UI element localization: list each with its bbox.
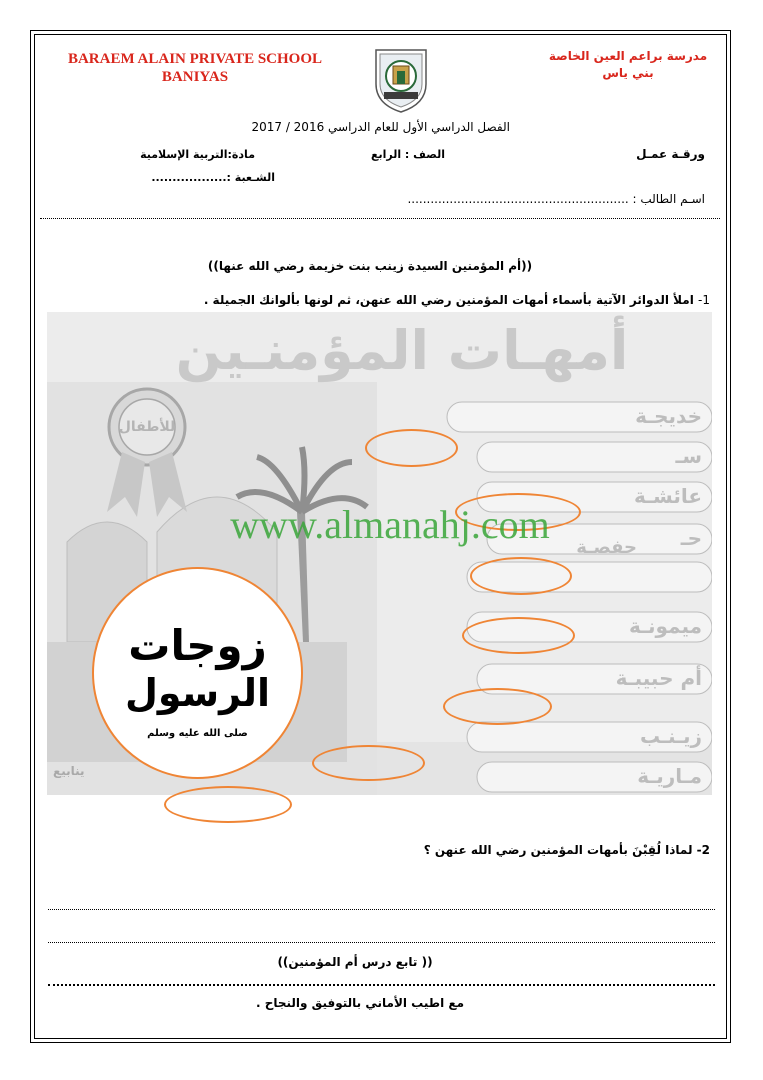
poster-name-5: حفصـة: [576, 537, 637, 558]
school-name-en: [60, 50, 330, 86]
school-name-en-line1: BARAEM ALAIN PRIVATE SCHOOL: [67, 51, 323, 67]
answer-circle-6[interactable]: [312, 745, 425, 781]
school-name-en-line2: BANIYAS: [161, 69, 229, 85]
center-circle-line-3: صلى الله عليه وسلم: [147, 728, 248, 739]
student-name-field: اسـم الطالب : ..........................................................: [407, 192, 705, 206]
school-name-ar: [548, 48, 708, 82]
answer-circle-4[interactable]: [462, 617, 575, 654]
question-2: [380, 843, 710, 857]
worksheet-label: ورقـة عمـل: [636, 147, 705, 161]
school-logo: [372, 44, 430, 114]
poster-name-7: أم حبيبـة: [615, 666, 702, 690]
poster-title: أمهـات المؤمنـين: [175, 319, 629, 382]
answer-circle-7[interactable]: [164, 786, 292, 823]
answer-circle-3[interactable]: [470, 557, 572, 595]
answer-line-2[interactable]: [48, 942, 715, 943]
answer-circle-1[interactable]: [365, 429, 458, 467]
section-field: الشـعبة :..................: [151, 171, 275, 184]
term-line: الفصل الدراسي الأول للعام الدراسي 2016 / 2017: [251, 120, 510, 134]
grade-label: الصف : الرابع: [370, 148, 445, 161]
poster-name-6: ميمونـة: [629, 614, 702, 638]
subject-label: مادة:التربية الإسلامية: [140, 148, 255, 161]
answer-line-1[interactable]: [48, 909, 715, 910]
center-circle-line-2: الرسول: [124, 671, 271, 715]
header-separator: [40, 218, 720, 219]
question-2-text: لماذا لُقِبْنَ بأمهات المؤمنين رضي الله عنهن ؟: [423, 843, 693, 857]
lesson-title: ((أم المؤمنين السيدة زينب بنت خزيمة رضي الله عنها)): [207, 259, 533, 273]
question-2-number: 2-: [696, 843, 710, 857]
poster-name-9: مـاريـة: [637, 764, 702, 788]
poster-name-8: زيـنـب: [639, 724, 702, 748]
continuation-note: (( تابع درس أم المؤمنين)): [277, 955, 433, 969]
poster-name-2: سـ: [675, 444, 702, 468]
question-1-text: املأ الدوائر الآتية بأسماء أمهات المؤمنين رضي الله عنهن، ثم لونها بألوانك الجميلة .: [203, 293, 694, 307]
bottom-separator: [48, 984, 715, 986]
question-1-number: 1-: [698, 293, 710, 307]
question-1: [190, 293, 710, 307]
poster-publisher: ينابيع: [53, 764, 85, 778]
school-name-ar-line1: مدرسة براعم العين الخاصة: [548, 49, 708, 63]
poster-name-3: عائشـة: [634, 484, 702, 508]
center-circle-line-1: زوجات: [128, 621, 267, 670]
school-name-ar-line2: بني ياس: [602, 66, 654, 80]
poster-name-1: خديجـة: [635, 404, 702, 428]
closing-wish: مع اطيب الأماني بالتوفيق والنجاح .: [255, 996, 464, 1010]
watermark-text: www.almanahj.com: [230, 502, 550, 547]
poster-name-4: حـ: [680, 526, 702, 550]
poster-badge: للأطفال: [118, 419, 176, 435]
answer-circle-5[interactable]: [443, 688, 552, 725]
